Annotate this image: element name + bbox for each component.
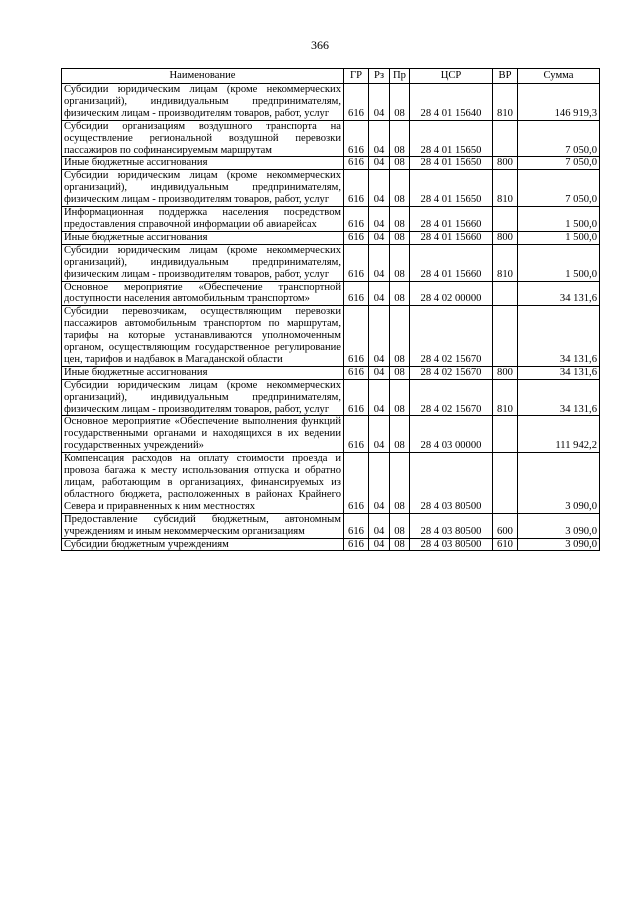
cell-name: Субсидии юридическим лицам (кроме некоммерческих организаций), индивидуальным предпринимателям, физическим лицам - производителям товаров, работ, услуг	[62, 379, 344, 416]
cell-csr: 28 4 01 15650	[410, 120, 493, 157]
header-vr: ВР	[493, 69, 518, 84]
cell-pr: 08	[390, 120, 410, 157]
cell-rz: 04	[369, 207, 390, 232]
table-row	[62, 379, 600, 416]
cell-csr: 28 4 02 15670	[410, 306, 493, 367]
cell-gr: 616	[344, 84, 369, 121]
cell-name: Субсидии юридическим лицам (кроме некоммерческих организаций), индивидуальным предпринимателям, физическим лицам - производителям товаров, работ, услуг	[62, 84, 344, 121]
cell-rz: 04	[369, 231, 390, 244]
cell-pr: 08	[390, 379, 410, 416]
cell-vr: 810	[493, 170, 518, 207]
cell-pr: 08	[390, 366, 410, 379]
cell-csr: 28 4 01 15660	[410, 244, 493, 281]
cell-gr: 616	[344, 244, 369, 281]
cell-sum: 7 050,0	[518, 120, 600, 157]
cell-pr: 08	[390, 416, 410, 453]
cell-gr: 616	[344, 513, 369, 538]
cell-csr: 28 4 03 80500	[410, 513, 493, 538]
cell-csr: 28 4 01 15660	[410, 231, 493, 244]
header-sum: Сумма	[518, 69, 600, 84]
cell-name: Основное мероприятие «Обеспечение выполнения функций государственными органами и находящихся в их ведении государственных учреждений»	[62, 416, 344, 453]
cell-vr: 600	[493, 513, 518, 538]
cell-pr: 08	[390, 170, 410, 207]
cell-pr: 08	[390, 207, 410, 232]
cell-gr: 616	[344, 306, 369, 367]
cell-csr: 28 4 01 15650	[410, 157, 493, 170]
header-gr: ГР	[344, 69, 369, 84]
cell-name: Иные бюджетные ассигнования	[62, 231, 344, 244]
table-row	[62, 244, 600, 281]
cell-pr: 08	[390, 231, 410, 244]
budget-table	[61, 68, 600, 551]
cell-name: Основное мероприятие «Обеспечение транспортной доступности населения автомобильным транспортом»	[62, 281, 344, 306]
cell-name: Информационная поддержка населения посредством предоставления справочной информации об авиарейсах	[62, 207, 344, 232]
cell-vr	[493, 306, 518, 367]
cell-gr: 616	[344, 366, 369, 379]
cell-rz: 04	[369, 366, 390, 379]
cell-gr: 616	[344, 157, 369, 170]
cell-sum: 34 131,6	[518, 366, 600, 379]
cell-gr: 616	[344, 416, 369, 453]
cell-csr: 28 4 02 15670	[410, 366, 493, 379]
cell-vr	[493, 120, 518, 157]
cell-name: Иные бюджетные ассигнования	[62, 157, 344, 170]
cell-name: Иные бюджетные ассигнования	[62, 366, 344, 379]
cell-rz: 04	[369, 244, 390, 281]
table-row	[62, 157, 600, 170]
cell-gr: 616	[344, 379, 369, 416]
cell-rz: 04	[369, 453, 390, 514]
cell-vr	[493, 416, 518, 453]
cell-sum: 1 500,0	[518, 231, 600, 244]
cell-sum: 3 090,0	[518, 513, 600, 538]
table-row	[62, 84, 600, 121]
cell-rz: 04	[369, 120, 390, 157]
cell-csr: 28 4 01 15650	[410, 170, 493, 207]
cell-sum: 34 131,6	[518, 379, 600, 416]
cell-name: Субсидии юридическим лицам (кроме некоммерческих организаций), индивидуальным предпринимателям, физическим лицам - производителям товаров, работ, услуг	[62, 244, 344, 281]
cell-pr: 08	[390, 513, 410, 538]
cell-vr	[493, 453, 518, 514]
cell-gr: 616	[344, 231, 369, 244]
cell-vr: 800	[493, 231, 518, 244]
cell-name: Субсидии перевозчикам, осуществляющим перевозки пассажиров автомобильным транспортом по маршрутам, тарифы на которые устанавливаются уполномоченным органом, осуществляющим государственное регулирование цен, тарифов и надбавок в Магаданской области	[62, 306, 344, 367]
table-row	[62, 538, 600, 551]
cell-gr: 616	[344, 207, 369, 232]
cell-sum: 146 919,3	[518, 84, 600, 121]
cell-pr: 08	[390, 244, 410, 281]
cell-rz: 04	[369, 513, 390, 538]
cell-csr: 28 4 02 15670	[410, 379, 493, 416]
table-row	[62, 513, 600, 538]
cell-csr: 28 4 02 00000	[410, 281, 493, 306]
table-row	[62, 231, 600, 244]
table-row	[62, 453, 600, 514]
cell-csr: 28 4 03 80500	[410, 538, 493, 551]
table-row	[62, 366, 600, 379]
page-number: 366	[311, 38, 329, 52]
cell-gr: 616	[344, 170, 369, 207]
cell-csr: 28 4 01 15660	[410, 207, 493, 232]
cell-sum: 3 090,0	[518, 538, 600, 551]
table-body	[62, 84, 600, 551]
cell-sum: 111 942,2	[518, 416, 600, 453]
cell-pr: 08	[390, 453, 410, 514]
table-row	[62, 207, 600, 232]
table-header-row	[62, 69, 600, 84]
cell-rz: 04	[369, 84, 390, 121]
cell-vr: 810	[493, 379, 518, 416]
cell-vr: 810	[493, 84, 518, 121]
cell-vr	[493, 281, 518, 306]
header-csr: ЦСР	[410, 69, 493, 84]
cell-rz: 04	[369, 157, 390, 170]
cell-vr: 810	[493, 244, 518, 281]
cell-name: Субсидии бюджетным учреждениям	[62, 538, 344, 551]
table-row	[62, 416, 600, 453]
cell-gr: 616	[344, 538, 369, 551]
cell-name: Компенсация расходов на оплату стоимости проезда и провоза багажа к месту использования отпуска и обратно лицам, работающим в организациях, финансируемых из областного бюджета, расположенных в районах Крайнего Севера и приравненных к ним местностях	[62, 453, 344, 514]
cell-csr: 28 4 03 00000	[410, 416, 493, 453]
cell-vr: 800	[493, 366, 518, 379]
cell-rz: 04	[369, 538, 390, 551]
cell-vr: 610	[493, 538, 518, 551]
cell-name: Субсидии юридическим лицам (кроме некоммерческих организаций), индивидуальным предпринимателям, физическим лицам - производителям товаров, работ, услуг	[62, 170, 344, 207]
header-pr: Пр	[390, 69, 410, 84]
cell-gr: 616	[344, 281, 369, 306]
cell-rz: 04	[369, 416, 390, 453]
cell-name: Предоставление субсидий бюджетным, автономным учреждениям и иным некоммерческим организациям	[62, 513, 344, 538]
cell-vr: 800	[493, 157, 518, 170]
cell-sum: 1 500,0	[518, 244, 600, 281]
cell-sum: 34 131,6	[518, 281, 600, 306]
cell-pr: 08	[390, 538, 410, 551]
cell-sum: 1 500,0	[518, 207, 600, 232]
cell-gr: 616	[344, 453, 369, 514]
cell-name: Субсидии организациям воздушного транспорта на осуществление региональной воздушной перевозки пассажиров по софинансируемым маршрутам	[62, 120, 344, 157]
cell-pr: 08	[390, 84, 410, 121]
table-row	[62, 120, 600, 157]
cell-rz: 04	[369, 281, 390, 306]
cell-pr: 08	[390, 281, 410, 306]
cell-sum: 7 050,0	[518, 157, 600, 170]
table-row	[62, 281, 600, 306]
header-name: Наименование	[62, 69, 344, 84]
cell-vr	[493, 207, 518, 232]
cell-csr: 28 4 01 15640	[410, 84, 493, 121]
cell-csr: 28 4 03 80500	[410, 453, 493, 514]
cell-rz: 04	[369, 170, 390, 207]
cell-pr: 08	[390, 306, 410, 367]
cell-gr: 616	[344, 120, 369, 157]
cell-sum: 3 090,0	[518, 453, 600, 514]
cell-rz: 04	[369, 379, 390, 416]
cell-pr: 08	[390, 157, 410, 170]
cell-sum: 7 050,0	[518, 170, 600, 207]
table-row	[62, 306, 600, 367]
table-row	[62, 170, 600, 207]
cell-rz: 04	[369, 306, 390, 367]
cell-sum: 34 131,6	[518, 306, 600, 367]
header-rz: Рз	[369, 69, 390, 84]
